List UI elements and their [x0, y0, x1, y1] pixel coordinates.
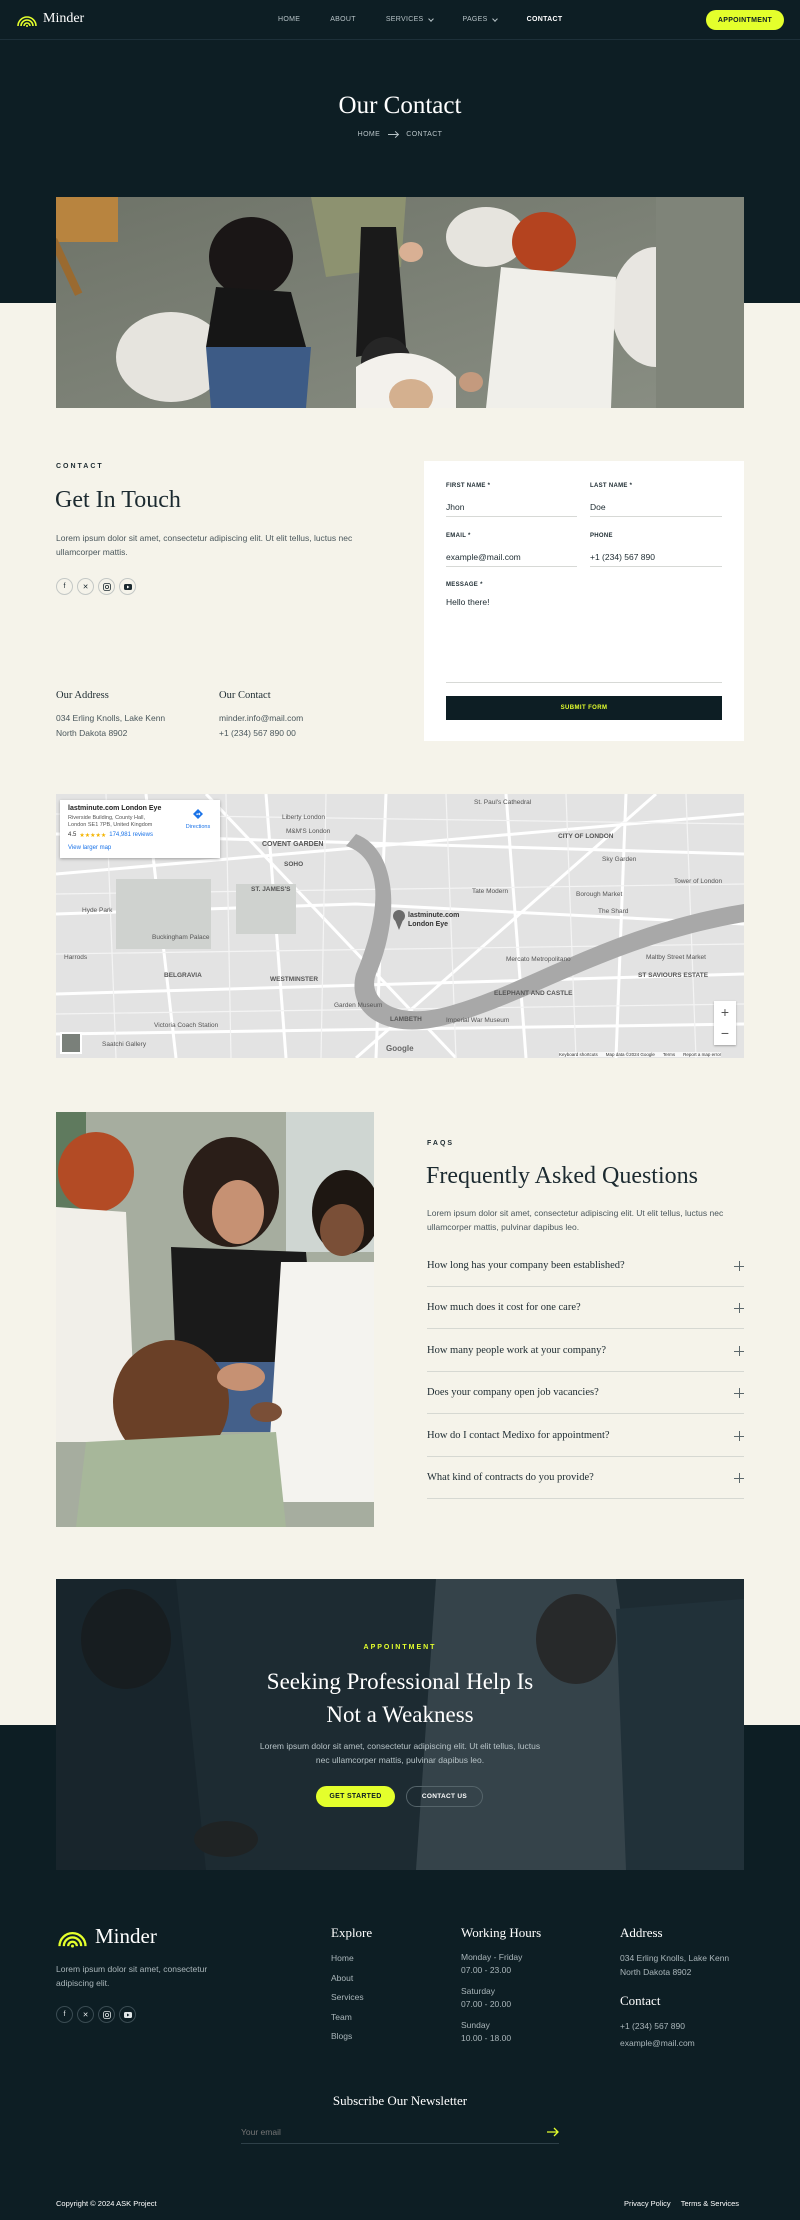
map-district: ELEPHANT AND CASTLE — [494, 990, 573, 997]
footer-link-blogs[interactable]: Blogs — [331, 2031, 353, 2041]
hours-time: 07.00 - 23.00 — [461, 1965, 512, 1975]
faq-question: What kind of contracts do you provide? — [427, 1472, 594, 1483]
zoom-out-button[interactable]: − — [720, 1025, 730, 1041]
breadcrumb-current: CONTACT — [406, 131, 443, 138]
x-icon[interactable]: ✕ — [77, 578, 94, 595]
instagram-icon[interactable] — [98, 2006, 115, 2023]
appointment-cta-banner — [56, 1579, 744, 1870]
address-line-1: 034 Erling Knolls, Lake Kenn — [56, 713, 166, 723]
map-district: SOHO — [284, 861, 304, 868]
nav-services[interactable] — [386, 16, 433, 23]
hours-day: Monday - Friday — [461, 1952, 523, 1962]
footer-contact — [620, 2018, 695, 2052]
message-label: MESSAGE * — [446, 582, 483, 588]
map-place[interactable]: Tower of London — [674, 878, 723, 885]
map-place-card — [60, 800, 220, 858]
faq-eyebrow: FAQS — [427, 1140, 455, 1147]
brain-logo-icon — [16, 10, 38, 28]
cta-eyebrow: APPOINTMENT — [363, 1644, 437, 1651]
map-district: COVENT GARDEN — [262, 841, 324, 848]
cta-description — [56, 1739, 744, 1767]
privacy-policy-link[interactable]: Privacy Policy — [624, 2199, 671, 2208]
contact-phone[interactable]: +1 (234) 567 890 00 — [219, 728, 296, 738]
plus-icon — [734, 1346, 744, 1356]
arrow-right-icon — [388, 134, 398, 135]
map-district: ST SAVIOURS ESTATE — [638, 972, 709, 979]
map-district: ST. JAMES'S — [251, 886, 291, 893]
submit-form-button[interactable]: SUBMIT FORM — [446, 696, 722, 720]
faq-question: How much does it cost for one care? — [427, 1302, 581, 1313]
top-navbar — [0, 0, 800, 40]
map-rating: 4.5 — [68, 832, 77, 838]
phone-label: PHONE — [590, 533, 613, 539]
map-place[interactable]: Buckingham Palace — [152, 934, 210, 941]
faq-description: Lorem ipsum dolor sit amet, consectetur adipiscing elit. Ut elit tellus, luctus nec ullamcorper mattis, pulvinar dapibus leo. — [427, 1208, 724, 1232]
nav-about[interactable]: ABOUT — [330, 16, 356, 23]
footer-link-team[interactable]: Team — [331, 2011, 352, 2022]
map-place[interactable]: Sky Garden — [602, 856, 637, 863]
map-district: LAMBETH — [390, 1016, 422, 1023]
working-hours-title: Working Hours — [461, 1925, 542, 1940]
hours-time: 10.00 - 18.00 — [461, 2033, 512, 2043]
footer-brand-text — [56, 1962, 207, 1990]
directions-button[interactable] — [180, 806, 216, 830]
nav-services-label: SERVICES — [385, 16, 424, 23]
faq-title: Frequently Asked Questions — [426, 1163, 698, 1189]
map-district: BELGRAVIA — [164, 972, 202, 979]
contact-eyebrow: CONTACT — [56, 463, 104, 470]
first-name-input[interactable] — [446, 497, 577, 517]
nav-contact[interactable]: CONTACT — [526, 16, 563, 23]
faq-item[interactable] — [427, 1372, 744, 1414]
map-district: WESTMINSTER — [270, 976, 319, 983]
legal-links — [624, 2199, 739, 2208]
address-line-2: North Dakota 8902 — [56, 728, 128, 738]
map-place[interactable]: Borough Market — [576, 891, 623, 898]
last-name-input[interactable] — [590, 497, 722, 517]
contact-us-button[interactable]: CONTACT US — [406, 1786, 483, 1807]
logo[interactable] — [16, 10, 84, 28]
footer-phone[interactable]: +1 (234) 567 890 — [620, 2021, 685, 2031]
nav-links — [278, 16, 592, 23]
contact-email[interactable]: minder.info@mail.com — [219, 713, 304, 723]
breadcrumb — [0, 131, 800, 138]
footer-address-line-2: North Dakota 8902 — [620, 1967, 692, 1977]
group-therapy-illustration — [56, 197, 744, 408]
cta-description-line-2: nec ullamcorper mattis, pulvinar dapibus leo. — [315, 1755, 485, 1765]
map-place-address — [68, 815, 152, 829]
cta-title-line-1: Seeking Professional Help Is — [266, 1669, 534, 1694]
page-title: Our Contact — [338, 92, 462, 119]
map-rating-row — [68, 832, 153, 839]
contact-block — [219, 711, 303, 741]
cta-title-line-2: Not a Weakness — [326, 1702, 474, 1727]
footer-logo-text: Minder — [95, 1923, 157, 1948]
footer-link-home[interactable]: Home — [331, 1953, 354, 1963]
plus-icon — [734, 1473, 744, 1483]
satellite-toggle[interactable] — [60, 1032, 82, 1054]
cta-title — [56, 1665, 744, 1731]
map-place[interactable]: Garden Museum — [334, 1002, 383, 1009]
view-larger-map-link[interactable]: View larger map — [68, 845, 112, 851]
instagram-icon[interactable] — [98, 578, 115, 595]
nav-pages[interactable] — [463, 16, 497, 23]
newsletter-email-input[interactable] — [241, 2122, 531, 2142]
phone-input[interactable] — [590, 547, 722, 567]
map-place[interactable]: St. Paul's Cathedral — [474, 799, 532, 806]
map-data-text: Map data ©2024 Google — [605, 1052, 655, 1057]
map-pin-label-1: lastminute.com — [408, 912, 460, 919]
map-place-address-1: Riverside Building, County Hall, — [68, 815, 146, 821]
map-pin-label[interactable] — [408, 911, 459, 929]
newsletter-form — [241, 2122, 559, 2144]
working-hours-list — [461, 1951, 522, 2045]
address-title: Our Address — [56, 690, 109, 701]
footer-brand-text-1: Lorem ipsum dolor sit amet, consectetur — [56, 1964, 208, 1974]
google-map[interactable] — [56, 794, 744, 1058]
map-zoom-controls — [714, 1001, 736, 1045]
contact-social-links — [56, 578, 136, 595]
map-terms-link[interactable]: Terms — [662, 1052, 676, 1057]
faq-item[interactable] — [427, 1415, 744, 1457]
last-name-label: LAST NAME * — [590, 483, 633, 489]
copyright: Copyright © 2024 ASK Project — [56, 2199, 157, 2208]
plus-icon — [734, 1261, 744, 1271]
map-place[interactable]: Liberty London — [282, 814, 326, 821]
explore-title: Explore — [331, 1925, 373, 1940]
contact-form — [424, 461, 744, 741]
faq-question: How do I contact Medixo for appointment? — [427, 1430, 610, 1441]
footer-brand-text-2: adipiscing elit. — [56, 1978, 110, 1988]
first-name-label: FIRST NAME * — [446, 483, 491, 489]
footer-link-about[interactable]: About — [331, 1972, 354, 1983]
keyboard-shortcuts-link[interactable]: Keyboard shortcuts — [559, 1052, 598, 1057]
get-started-button[interactable]: GET STARTED — [316, 1786, 395, 1807]
address-block — [56, 711, 165, 741]
contact-description: Lorem ipsum dolor sit amet, consectetur adipiscing elit. Ut elit tellus, luctus nec ullamcorper mattis. — [56, 533, 353, 557]
email-input[interactable] — [446, 547, 577, 567]
map-district: CITY OF LONDON — [558, 833, 614, 840]
footer-email[interactable]: example@mail.com — [620, 2038, 695, 2048]
hours-day: Saturday — [461, 1986, 496, 1996]
support-group-illustration — [56, 1112, 374, 1527]
map-place[interactable]: Harrods — [64, 954, 88, 961]
faq-item[interactable] — [427, 1457, 744, 1499]
map-footer-links — [559, 1052, 721, 1057]
map-place[interactable]: Mercato Metropolitano — [506, 956, 571, 963]
x-icon[interactable]: ✕ — [77, 2006, 94, 2023]
faq-item[interactable] — [427, 1245, 744, 1287]
map-place-address-2: London SE1 7PB, United Kingdom — [68, 822, 153, 828]
plus-icon — [734, 1388, 744, 1398]
directions-label: Directions — [185, 824, 211, 830]
appointment-button[interactable]: APPOINTMENT — [706, 10, 784, 30]
plus-icon — [734, 1303, 744, 1313]
map-place[interactable]: The Shard — [598, 908, 629, 915]
explore-links — [331, 1953, 364, 2051]
message-textarea[interactable] — [446, 597, 722, 683]
faq-item[interactable] — [427, 1330, 744, 1372]
facebook-icon[interactable]: f — [56, 578, 73, 595]
map-place[interactable]: Victoria Coach Station — [154, 1022, 219, 1029]
our-contact-title: Our Contact — [219, 690, 271, 701]
footer-address — [620, 1951, 729, 1979]
arrow-right-icon[interactable] — [547, 2127, 559, 2137]
email-label: EMAIL * — [446, 533, 471, 539]
map-reviews[interactable]: 174,981 reviews — [109, 832, 153, 838]
google-wordmark: Google — [386, 1044, 414, 1053]
plus-icon — [734, 1431, 744, 1441]
hero-group-therapy-photo — [56, 197, 744, 408]
cta-description-line-1: Lorem ipsum dolor sit amet, consectetur adipiscing elit. Ut elit tellus, luctus — [259, 1741, 541, 1751]
nav-pages-label: PAGES — [462, 16, 488, 23]
map-place[interactable]: Tate Modern — [472, 888, 509, 895]
faq-item[interactable] — [427, 1287, 744, 1329]
faq-support-photo — [56, 1112, 374, 1527]
footer-logo[interactable] — [56, 1923, 157, 1949]
facebook-icon[interactable]: f — [56, 2006, 73, 2023]
chevron-down-icon — [428, 16, 434, 22]
address-title: Address — [620, 1925, 663, 1940]
youtube-icon[interactable] — [119, 578, 136, 595]
footer-address-line-1: 034 Erling Knolls, Lake Kenn — [620, 1953, 730, 1963]
map-place[interactable]: Imperial War Museum — [446, 1017, 510, 1024]
footer-link-services[interactable]: Services — [331, 1992, 364, 2002]
faq-question: How long has your company been established? — [427, 1260, 625, 1271]
brain-logo-icon — [56, 1923, 89, 1949]
chevron-down-icon — [492, 16, 498, 22]
map-pin-label-2: London Eye — [408, 921, 449, 928]
footer-social-links — [56, 2006, 136, 2023]
zoom-in-button[interactable]: + — [720, 1004, 730, 1020]
faq-question: How many people work at your company? — [427, 1345, 607, 1356]
nav-home[interactable]: HOME — [278, 16, 301, 23]
map-place-name: lastminute.com London Eye — [68, 805, 162, 812]
map-place[interactable]: Saatchi Gallery — [102, 1041, 147, 1048]
contact-title: Get In Touch — [55, 487, 181, 513]
newsletter-title: Subscribe Our Newsletter — [332, 2093, 468, 2108]
terms-link[interactable]: Terms & Services — [680, 2199, 740, 2208]
star-icons: ★★★★★ — [79, 833, 107, 839]
youtube-icon[interactable] — [119, 2006, 136, 2023]
map-place[interactable]: Maltby Street Market — [646, 954, 706, 961]
report-map-error-link[interactable]: Report a map error — [683, 1052, 722, 1057]
logo-text: Minder — [43, 11, 85, 26]
map-place[interactable]: Hyde Park — [82, 907, 113, 914]
contact-title: Contact — [620, 1993, 661, 2008]
breadcrumb-home[interactable]: HOME — [357, 131, 381, 138]
hours-time: 07.00 - 20.00 — [461, 1999, 512, 2009]
faq-question: Does your company open job vacancies? — [427, 1387, 599, 1398]
hours-day: Sunday — [461, 2020, 490, 2030]
map-place[interactable]: M&M'S London — [286, 828, 331, 835]
directions-icon — [193, 809, 203, 819]
